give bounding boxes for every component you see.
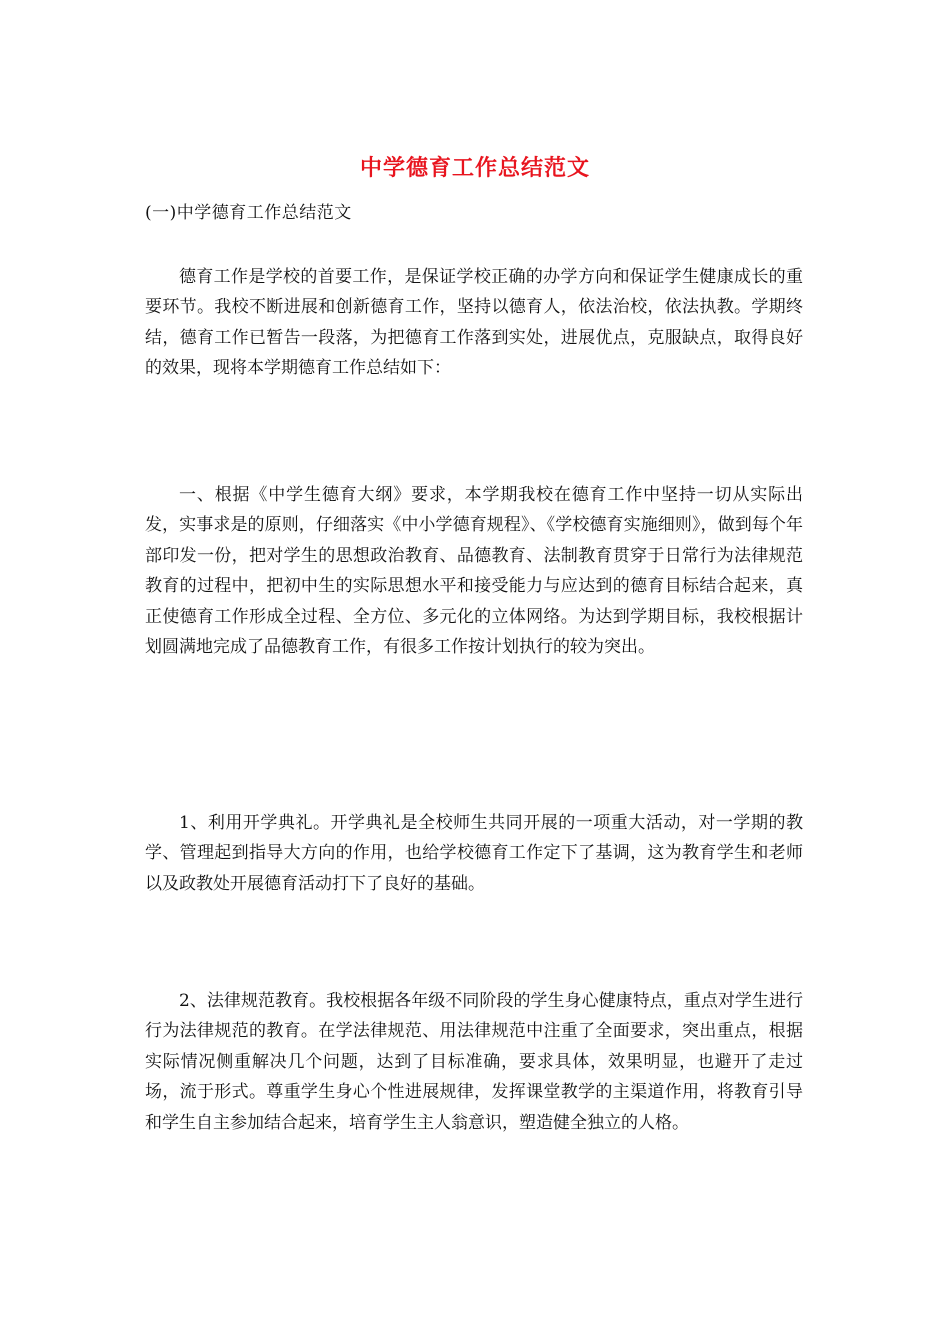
- paragraph-section-1: 一、根据《中学生德育大纲》要求，本学期我校在德育工作中坚持一切从实际出发，实事求是的原则，仔细落实《中小学德育规程》、《学校德育实施细则》，做到每个年部印发一份，把对学生的思想政治教育、品德教育、法制教育贯穿于日常行为法律规范教育的过程中，把初中生的实际思想水平和接受能力与应达到的德育目标结合起来，真正使德育工作形成全过程、全方位、多元化的立体网络。为达到学期目标，我校根据计划圆满地完成了品德教育工作，有很多工作按计划执行的较为突出。: [145, 485, 803, 658]
- paragraph-item-2: 2、法律规范教育。我校根据各年级不同阶段的学生身心健康特点，重点对学生进行行为法律规范的教育。在学法律规范、用法律规范中注重了全面要求，突出重点，根据实际情况侧重解决几个问题，达到了目标准确，要求具体，效果明显，也避开了走过场，流于形式。尊重学生身心个性进展规律，发挥课堂教学的主渠道作用，将教育引导和学生自主参加结合起来，培育学生主人翁意识，塑造健全独立的人格。: [145, 991, 803, 1133]
- document-title: 中学德育工作总结范文: [359, 155, 590, 181]
- document-subtitle: (一)中学德育工作总结范文: [145, 203, 352, 223]
- paragraph-intro: 德育工作是学校的首要工作，是保证学校正确的办学方向和保证学生健康成长的重要环节。我校不断进展和创新德育工作，坚持以德育人，依法治校，依法执教。学期终结，德育工作已暂告一段落，为把德育工作落到实处，进展优点，克服缺点，取得良好的效果，现将本学期德育工作总结如下：: [145, 267, 803, 379]
- paragraph-item-1: 1、利用开学典礼。开学典礼是全校师生共同开展的一项重大活动，对一学期的教学、管理起到指导大方向的作用，也给学校德育工作定下了基调，这为教育学生和老师以及政教处开展德育活动打下了良好的基础。: [145, 813, 803, 894]
